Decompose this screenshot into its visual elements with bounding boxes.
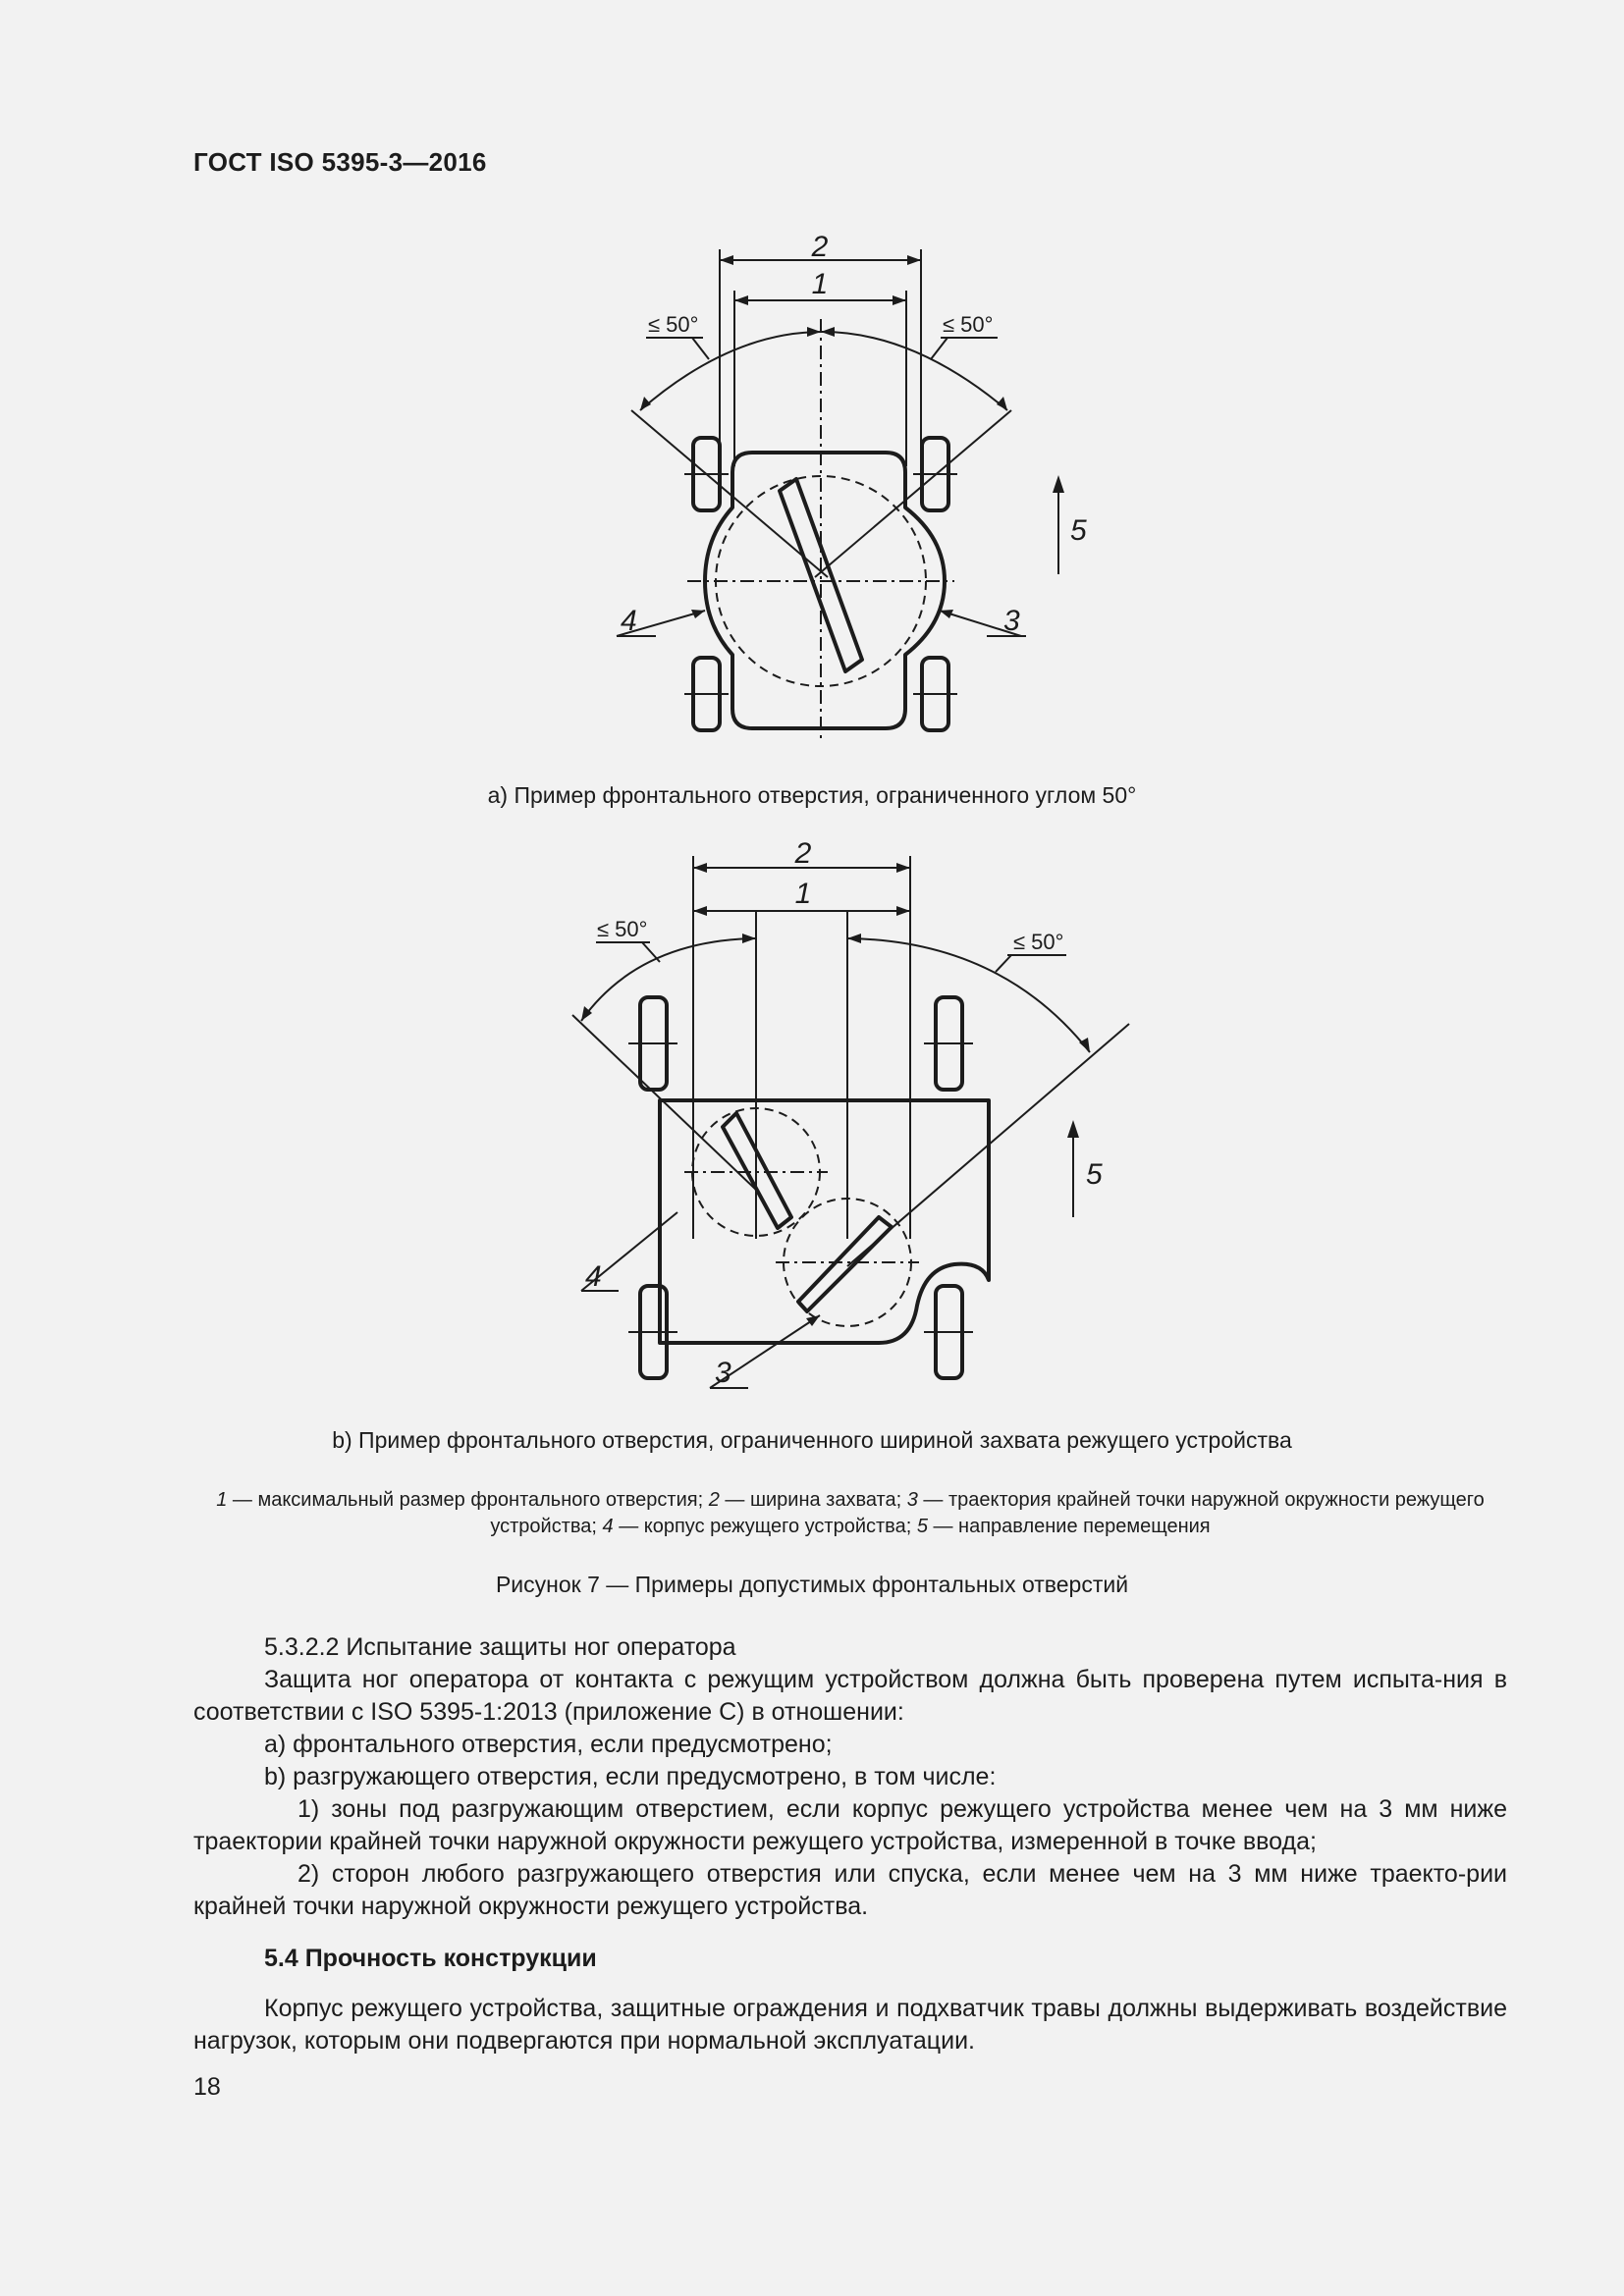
legend-text-1: — максимальный размер фронтального отверстия; <box>227 1489 709 1511</box>
callout-5: 5 <box>1070 514 1087 547</box>
figure-a-caption: а) Пример фронтального отверстия, ограниченного углом 50° <box>487 782 1137 808</box>
dim-label-1: 1 <box>794 878 812 910</box>
list-item-2: 2) сторон любого разгружающего отверстия или спуска, если менее чем на 3 мм ниже траекто-рии крайней точки наружной окружности режущего устройства. <box>193 1860 1507 1920</box>
figure-a-drawing <box>0 216 1624 746</box>
section-5-3-2-2-para: Защита ног оператора от контакта с режущим устройством должна быть проверена путем испыта-ния в соответствии с ISO 5395-1:2013 (приложение С) в отношении: <box>193 1666 1507 1726</box>
callout-4: 4 <box>585 1260 602 1293</box>
angle-arc <box>640 332 1007 410</box>
legend-text-3: — траектория крайней точки наружной окружности режущего устройства; <box>490 1489 1485 1537</box>
callout-3: 3 <box>715 1357 731 1389</box>
callout-4: 4 <box>621 605 637 637</box>
cutter-housing <box>660 1100 989 1343</box>
figure-b-caption: b) Пример фронтального отверстия, ограниченного шириной захвата режущего устройства <box>332 1427 1292 1453</box>
callout-5: 5 <box>1086 1158 1103 1191</box>
angle-label-right: ≤ 50° <box>1013 930 1064 954</box>
legend-num-2: 2 <box>708 1489 720 1511</box>
section-5-3-2-2-title: 5.3.2.2 Испытание защиты ног оператора <box>264 1633 736 1661</box>
angle-label-left: ≤ 50° <box>648 312 699 337</box>
figure-title: Рисунок 7 — Примеры допустимых фронтальных отверстий <box>495 1572 1129 1597</box>
page-number: 18 <box>193 2073 221 2101</box>
cutting-blade <box>798 1217 892 1311</box>
document-header: ГОСТ ISO 5395-3—2016 <box>193 147 487 177</box>
figure-legend <box>193 1487 1507 1540</box>
legend-num-1: 1 <box>216 1489 228 1511</box>
legend-num-3: 3 <box>906 1489 918 1511</box>
angle-label-left: ≤ 50° <box>597 917 648 941</box>
legend-text-4: — корпус режущего устройства; <box>613 1516 917 1537</box>
body-text <box>193 1631 1507 2057</box>
figure-b-drawing <box>0 825 1624 1404</box>
dim-label-2: 2 <box>811 231 829 263</box>
legend-text-2: — ширина захвата; <box>719 1489 907 1511</box>
callout-3: 3 <box>1003 605 1020 637</box>
legend-num-5: 5 <box>916 1516 928 1537</box>
list-item-1: 1) зоны под разгружающим отверстием, если корпус режущего устройства менее чем на 3 мм ниже траектории крайней точки наружной окружности режущего устройства, измеренной в точке ввода; <box>193 1795 1507 1855</box>
section-5-4-para: Корпус режущего устройства, защитные ограждения и подхватчик травы должны выдерживать воздействие нагрузок, которым они подвергаются при нормальной эксплуатации. <box>193 1995 1507 2055</box>
legend-text-5: — направление перемещения <box>927 1516 1211 1537</box>
list-item-a: а) фронтального отверстия, если предусмотрено; <box>264 1731 833 1758</box>
list-item-b: b) разгружающего отверстия, если предусмотрено, в том числе: <box>264 1763 997 1790</box>
dim-label-2: 2 <box>794 837 812 870</box>
angle-label-right: ≤ 50° <box>943 312 994 337</box>
legend-num-4: 4 <box>602 1516 614 1537</box>
dim-label-1: 1 <box>811 268 829 300</box>
cutter-housing <box>705 453 945 728</box>
section-5-4-title: 5.4 Прочность конструкции <box>264 1945 597 1972</box>
